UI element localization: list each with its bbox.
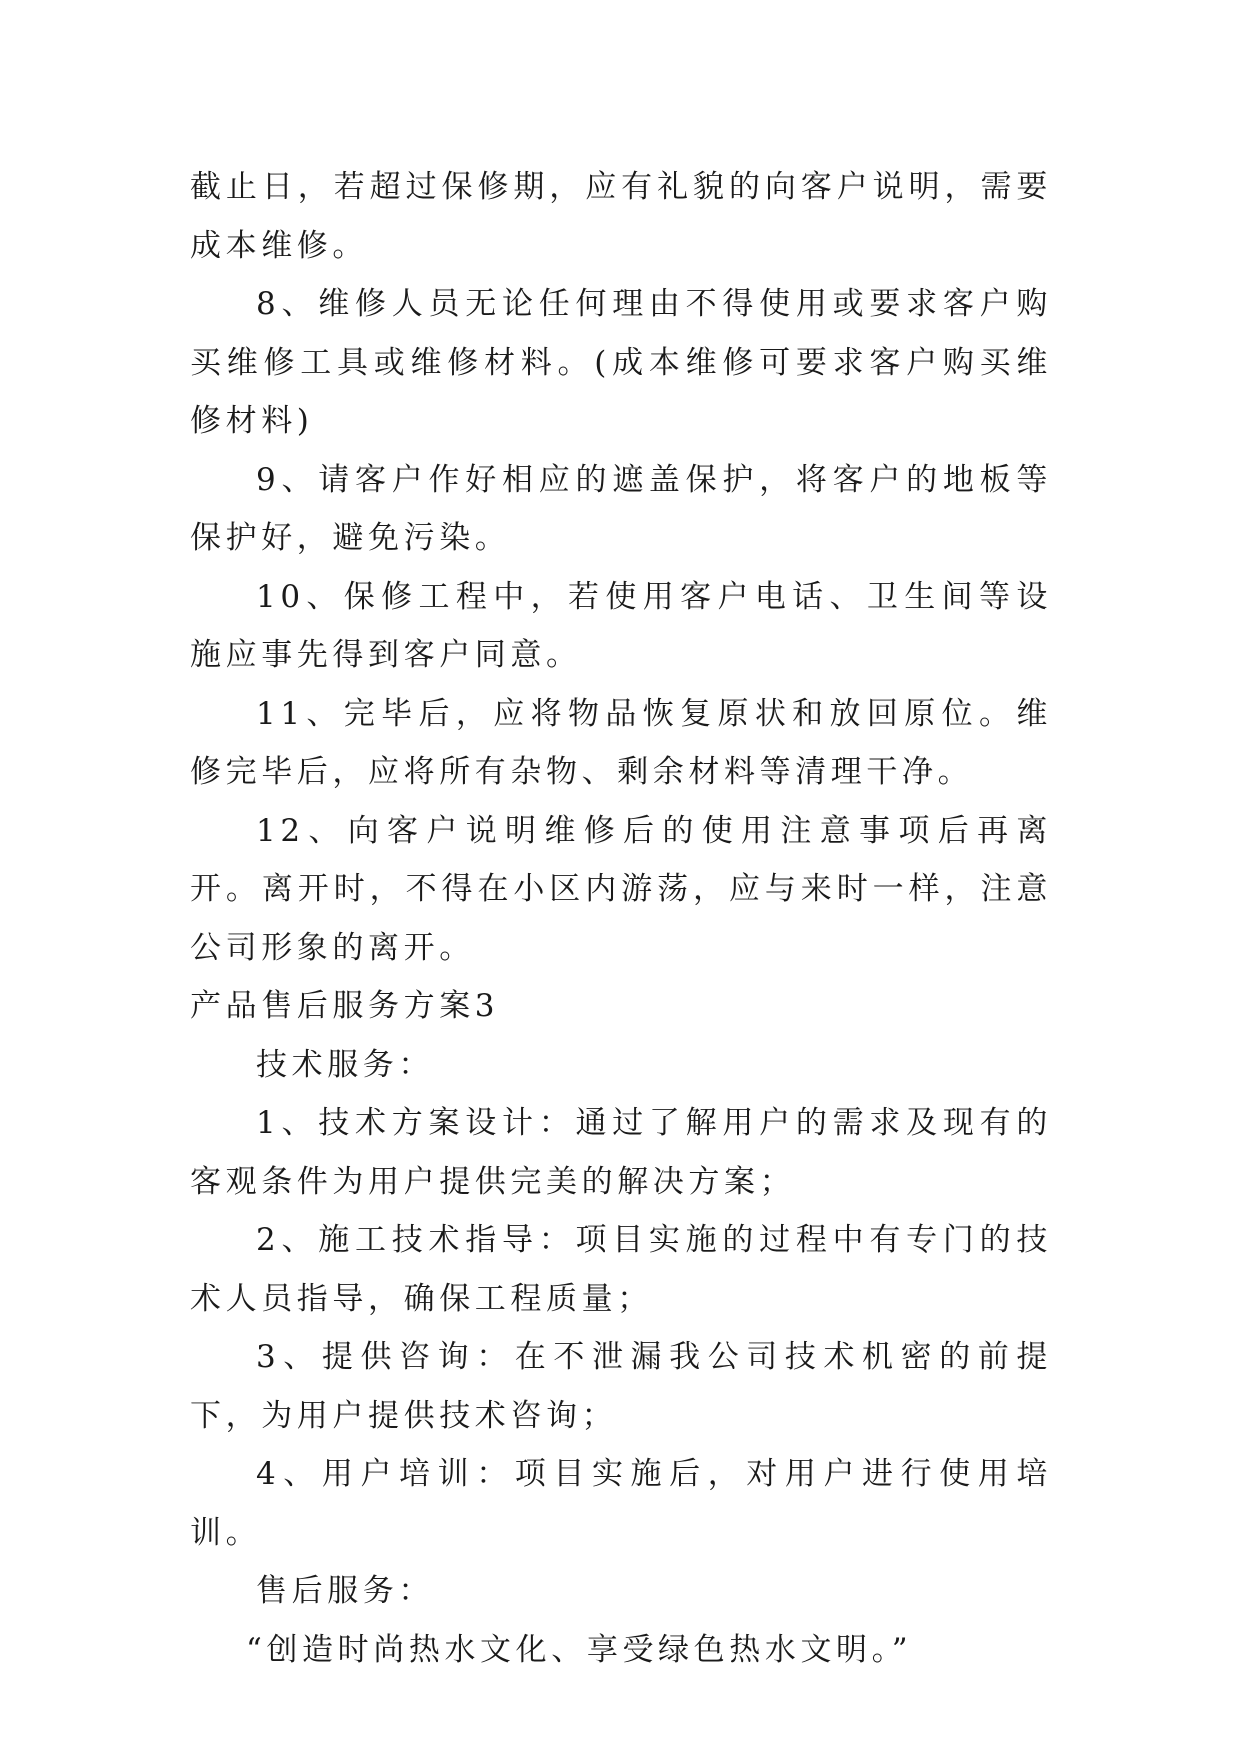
paragraph-item-11: 11、完毕后，应将物品恢复原状和放回原位。维修完毕后，应将所有杂物、剩余材料等清理干净。 bbox=[190, 695, 1052, 790]
document-body bbox=[190, 158, 1052, 1679]
paragraph-item-9: 9、请客户作好相应的遮盖保护，将客户的地板等保护好，避免污染。 bbox=[190, 461, 1052, 556]
section-heading: 产品售后服务方案3 bbox=[190, 988, 500, 1024]
paragraph-item-12: 12、向客户说明维修后的使用注意事项后再离开。离开时，不得在小区内游荡，应与来时一样，注意公司形象的离开。 bbox=[190, 812, 1052, 966]
paragraph-tech-item-1: 1、技术方案设计：通过了解用户的需求及现有的客观条件为用户提供完美的解决方案； bbox=[190, 1105, 1052, 1200]
paragraph-tech-item-4: 4、用户培训：项目实施后，对用户进行使用培训。 bbox=[190, 1456, 1052, 1551]
paragraph-item-10: 10、保修工程中，若使用客户电话、卫生间等设施应事先得到客户同意。 bbox=[190, 578, 1052, 673]
paragraph-item-8: 8、维修人员无论任何理由不得使用或要求客户购买维修工具或维修材料。(成本维修可要求客户购买维修材料) bbox=[190, 286, 1052, 439]
paragraph-tech-item-2: 2、施工技术指导：项目实施的过程中有专门的技术人员指导，确保工程质量； bbox=[190, 1222, 1052, 1317]
paragraph-tech-item-3: 3、提供咨询：在不泄漏我公司技术机密的前提下，为用户提供技术咨询； bbox=[190, 1339, 1052, 1434]
paragraph-continuation: 截止日，若超过保修期，应有礼貌的向客户说明，需要成本维修。 bbox=[190, 169, 1052, 264]
paragraph-after-sales-label: 售后服务： bbox=[256, 1573, 434, 1609]
paragraph-tech-service-label: 技术服务： bbox=[256, 1046, 434, 1083]
paragraph-slogan: “创造时尚热水文化、享受绿色热水文明。” bbox=[246, 1631, 913, 1668]
